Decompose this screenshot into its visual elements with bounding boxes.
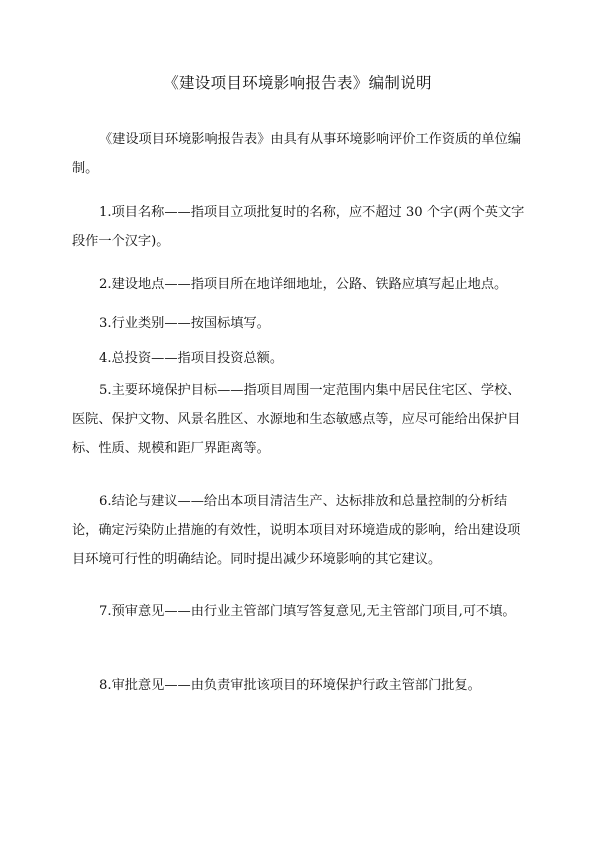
item-industry-category: 3.行业类别——按国标填写。: [99, 316, 270, 331]
item-conclusions: 6.结论与建议——给出本项目清洁生产、达标排放和总量控制的分析结论，确定污染防止措施的有效性，说明本项目对环境造成的影响，给出建设项目环境可行性的明确结论。同时提出减少环境影响的其它建议。: [72, 494, 521, 567]
intro-paragraph: 《建设项目环境影响报告表》由具有从事环境影响评价工作资质的单位编制。: [72, 132, 521, 176]
item-preliminary-review: 7.预审意见——由行业主管部门填写答复意见,无主管部门项目,可不填。: [99, 604, 516, 619]
item-protection-targets: 5.主要环境保护目标——指项目周围一定范围内集中居民住宅区、学校、医院、保护文物、风景名胜区、水源地和生态敏感点等，应尽可能给出保护目标、性质、规模和距厂界距离等。: [72, 383, 521, 456]
document-title: 《建设项目环境影响报告表》编制说明: [163, 74, 432, 92]
item-total-investment: 4.总投资——指项目投资总额。: [99, 351, 284, 366]
item-construction-site: 2.建设地点——指项目所在地详细地址，公路、铁路应填写起止地点。: [99, 277, 508, 292]
item-approval-opinion: 8.审批意见——由负责审批该项目的环境保护行政主管部门批复。: [99, 678, 481, 693]
item-project-name: 1.项目名称——指项目立项批复时的名称，应不超过 30 个字(两个英文字段作一个汉字)。: [72, 205, 525, 249]
